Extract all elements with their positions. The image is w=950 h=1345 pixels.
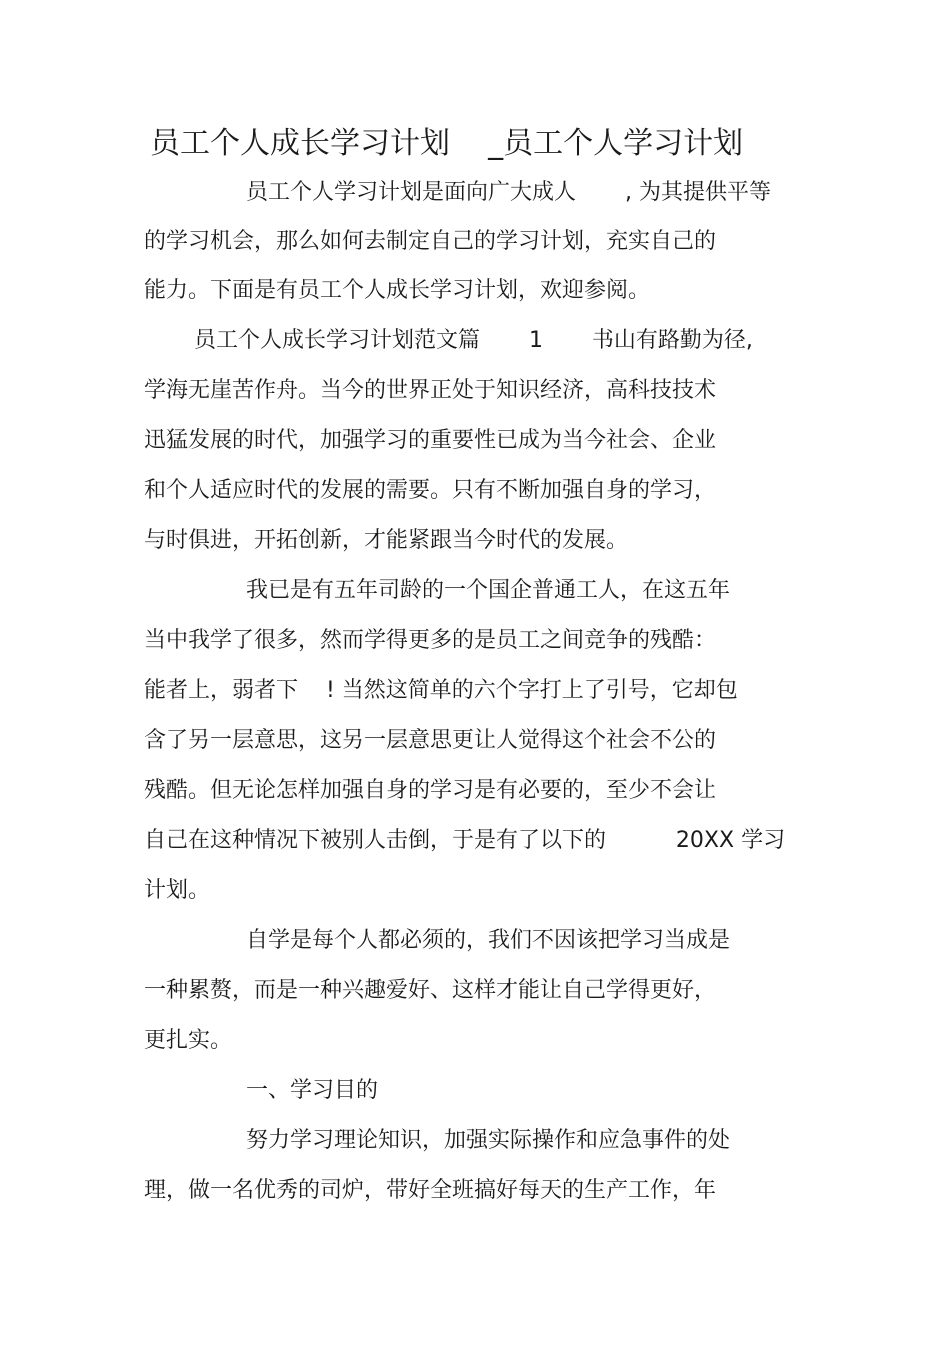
text-line: 理，做一名优秀的司炉，带好全班搞好每天的生产工作，年 — [144, 1178, 717, 1203]
text-line: 含了另一层意思，这另一层意思更让人觉得这个社会不公的 — [144, 728, 717, 753]
section-heading: 一、学习目的 — [246, 1078, 379, 1103]
document-title: 员工个人成长学习计划 _员工个人学习计划 — [150, 126, 744, 161]
text-line: 学海无崖苦作舟。当今的世界正处于知识经济，高科技技术 — [144, 378, 717, 403]
text-line: 员工个人学习计划是面向广大成人 , 为其提供平等 — [246, 180, 771, 205]
text-line: 和个人适应时代的发展的需要。只有不断加强自身的学习， — [144, 478, 717, 503]
text-line: 自学是每个人都必须的，我们不因该把学习当成是 — [246, 928, 731, 953]
text-line: 与时俱进，开拓创新，才能紧跟当今时代的发展。 — [144, 528, 629, 553]
text-line: 一种累赘，而是一种兴趣爱好、这样才能让自己学得更好， — [144, 978, 717, 1003]
text-line: 的学习机会，那么如何去制定自己的学习计划，充实自己的 — [144, 229, 717, 254]
text-line: 计划。 — [144, 878, 211, 903]
text-line: 员工个人成长学习计划范文篇 1 书山有路勤为径, — [194, 328, 753, 353]
text-line: 残酷。但无论怎样加强自身的学习是有必要的，至少不会让 — [144, 778, 717, 803]
text-line: 自己在这种情况下被别人击倒，于是有了以下的 20XX 学习 — [144, 828, 786, 853]
text-line: 能者上，弱者下 ! 当然这简单的六个字打上了引号，它却包 — [144, 678, 738, 703]
text-line: 更扎实。 — [144, 1028, 233, 1053]
text-line: 我已是有五年司龄的一个国企普通工人，在这五年 — [246, 578, 731, 603]
text-line: 当中我学了很多，然而学得更多的是员工之间竞争的残酷： — [144, 628, 717, 653]
text-line: 迅猛发展的时代，加强学习的重要性已成为当今社会、企业 — [144, 428, 717, 453]
text-line: 能力。下面是有员工个人成长学习计划，欢迎参阅。 — [144, 278, 651, 303]
text-line: 努力学习理论知识，加强实际操作和应急事件的处 — [246, 1128, 731, 1153]
